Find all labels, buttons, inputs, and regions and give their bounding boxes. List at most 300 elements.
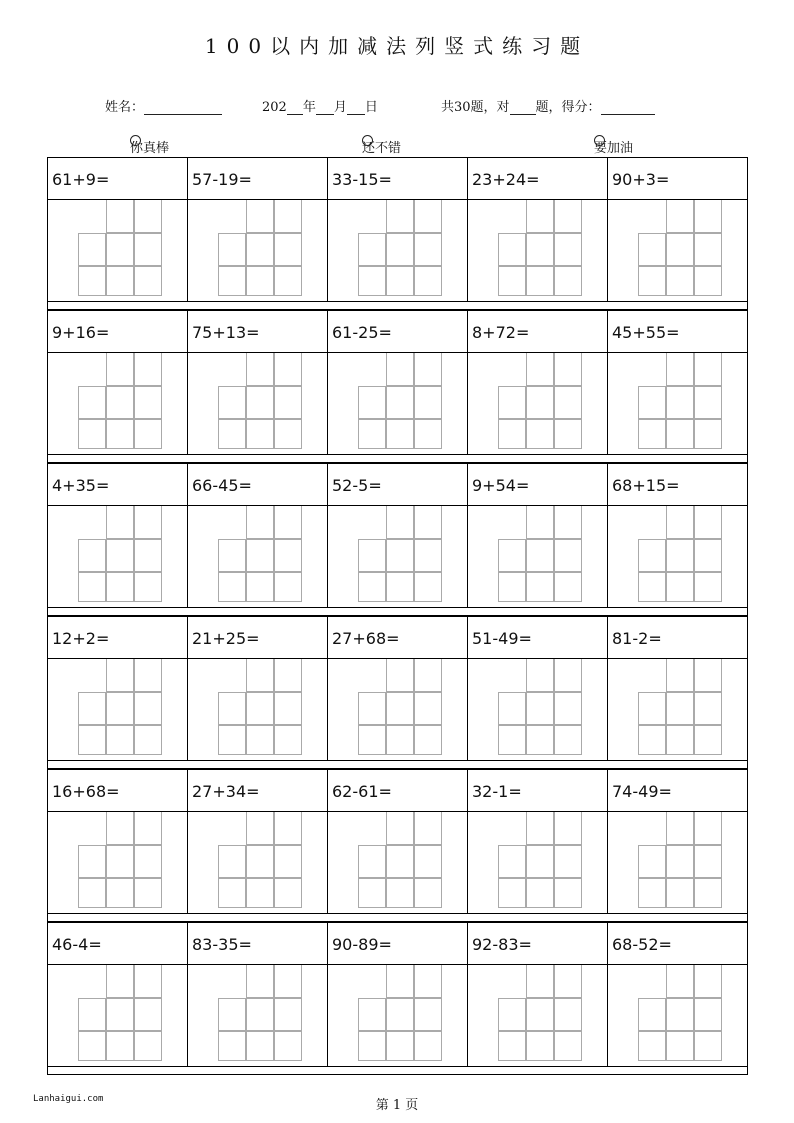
digit-box[interactable] [358, 266, 386, 296]
digit-box[interactable] [554, 878, 582, 908]
problem-text: 75+13= [188, 311, 327, 353]
digit-box[interactable] [106, 572, 134, 602]
digit-box[interactable] [274, 539, 302, 572]
digit-box[interactable] [358, 998, 386, 1031]
digit-box[interactable] [526, 965, 554, 998]
digit-box[interactable] [666, 1031, 694, 1061]
digit-box[interactable] [414, 1031, 442, 1061]
digit-box[interactable] [78, 386, 106, 419]
digit-box[interactable] [694, 692, 722, 725]
border-line [747, 761, 748, 769]
digit-box[interactable] [638, 386, 666, 419]
digit-box[interactable] [414, 386, 442, 419]
digit-box[interactable] [134, 845, 162, 878]
digit-box[interactable] [414, 539, 442, 572]
problem-text: 4+35= [48, 464, 187, 506]
digit-box[interactable] [638, 539, 666, 572]
digit-box[interactable] [246, 659, 274, 692]
digit-box[interactable] [386, 725, 414, 755]
digit-box[interactable] [554, 965, 582, 998]
digit-box[interactable] [666, 692, 694, 725]
digit-box[interactable] [106, 353, 134, 386]
problem-cell [328, 770, 468, 914]
digit-box[interactable] [218, 845, 246, 878]
digit-box[interactable] [134, 266, 162, 296]
digit-box[interactable] [246, 506, 274, 539]
digit-box[interactable] [386, 419, 414, 449]
digit-box[interactable] [106, 965, 134, 998]
digit-box[interactable] [666, 506, 694, 539]
digit-box[interactable] [78, 266, 106, 296]
answer-area[interactable] [48, 506, 187, 608]
answer-area[interactable] [608, 200, 748, 302]
digit-box[interactable] [638, 998, 666, 1031]
digit-box[interactable] [666, 386, 694, 419]
digit-box[interactable] [134, 965, 162, 998]
circle-icon [130, 135, 141, 146]
digit-box[interactable] [414, 233, 442, 266]
answer-area[interactable] [468, 965, 607, 1067]
answer-area[interactable] [468, 659, 607, 761]
digit-box[interactable] [386, 266, 414, 296]
digit-box[interactable] [106, 506, 134, 539]
digit-box[interactable] [554, 419, 582, 449]
digit-box[interactable] [134, 572, 162, 602]
digit-box[interactable] [554, 506, 582, 539]
digit-box[interactable] [498, 266, 526, 296]
digit-box[interactable] [386, 1031, 414, 1061]
answer-area[interactable] [608, 506, 748, 608]
answer-area[interactable] [608, 965, 748, 1067]
digit-box[interactable] [638, 845, 666, 878]
digit-box[interactable] [554, 998, 582, 1031]
digit-box[interactable] [274, 845, 302, 878]
answer-area[interactable] [188, 353, 327, 455]
digit-box[interactable] [498, 1031, 526, 1061]
answer-area[interactable] [188, 659, 327, 761]
digit-box[interactable] [498, 998, 526, 1031]
digit-box[interactable] [78, 539, 106, 572]
digit-box[interactable] [526, 233, 554, 266]
digit-box[interactable] [274, 386, 302, 419]
digit-box[interactable] [134, 419, 162, 449]
digit-box[interactable] [106, 812, 134, 845]
digit-box[interactable] [134, 692, 162, 725]
digit-box[interactable] [666, 845, 694, 878]
digit-box[interactable] [106, 659, 134, 692]
answer-area[interactable] [48, 812, 187, 914]
digit-box[interactable] [358, 692, 386, 725]
digit-box[interactable] [78, 878, 106, 908]
digit-box[interactable] [414, 506, 442, 539]
digit-box[interactable] [246, 266, 274, 296]
problem-text: 45+55= [608, 311, 748, 353]
digit-box[interactable] [218, 572, 246, 602]
digit-box[interactable] [134, 1031, 162, 1061]
digit-box[interactable] [414, 572, 442, 602]
digit-box[interactable] [526, 692, 554, 725]
digit-box[interactable] [526, 812, 554, 845]
digit-box[interactable] [106, 725, 134, 755]
digit-box[interactable] [694, 845, 722, 878]
digit-box[interactable] [106, 419, 134, 449]
digit-box[interactable] [246, 200, 274, 233]
digit-box[interactable] [274, 878, 302, 908]
digit-box[interactable] [218, 266, 246, 296]
circle-icon [362, 135, 373, 146]
digit-box[interactable] [218, 233, 246, 266]
answer-area[interactable] [468, 506, 607, 608]
digit-box[interactable] [134, 233, 162, 266]
digit-box[interactable] [694, 233, 722, 266]
digit-box[interactable] [414, 965, 442, 998]
digit-box[interactable] [526, 266, 554, 296]
digit-box[interactable] [414, 659, 442, 692]
answer-area[interactable] [328, 506, 467, 608]
digit-box[interactable] [554, 845, 582, 878]
digit-box[interactable] [386, 878, 414, 908]
digit-box[interactable] [526, 539, 554, 572]
digit-box[interactable] [134, 506, 162, 539]
digit-box[interactable] [498, 725, 526, 755]
digit-box[interactable] [358, 1031, 386, 1061]
digit-box[interactable] [526, 998, 554, 1031]
digit-box[interactable] [246, 692, 274, 725]
digit-box[interactable] [666, 572, 694, 602]
digit-box[interactable] [106, 1031, 134, 1061]
digit-box[interactable] [106, 233, 134, 266]
digit-box[interactable] [78, 692, 106, 725]
digit-box[interactable] [386, 692, 414, 725]
digit-box[interactable] [498, 572, 526, 602]
digit-box[interactable] [218, 539, 246, 572]
digit-box[interactable] [106, 998, 134, 1031]
digit-box[interactable] [246, 725, 274, 755]
problem-text: 57-19= [188, 158, 327, 200]
digit-box[interactable] [414, 845, 442, 878]
digit-box[interactable] [106, 878, 134, 908]
digit-box[interactable] [386, 659, 414, 692]
answer-area[interactable] [48, 965, 187, 1067]
digit-box[interactable] [218, 386, 246, 419]
digit-box[interactable] [526, 200, 554, 233]
digit-box[interactable] [134, 539, 162, 572]
rating-option[interactable] [130, 137, 169, 156]
digit-box[interactable] [358, 539, 386, 572]
digit-box[interactable] [666, 539, 694, 572]
digit-box[interactable] [274, 725, 302, 755]
digit-box[interactable] [554, 659, 582, 692]
digit-box[interactable] [78, 572, 106, 602]
digit-box[interactable] [246, 1031, 274, 1061]
digit-box[interactable] [666, 812, 694, 845]
digit-box[interactable] [526, 725, 554, 755]
digit-box[interactable] [638, 725, 666, 755]
digit-box[interactable] [274, 692, 302, 725]
row-divider [47, 607, 748, 608]
digit-box[interactable] [666, 266, 694, 296]
digit-box[interactable] [666, 233, 694, 266]
answer-area[interactable] [608, 353, 748, 455]
answer-area[interactable] [188, 965, 327, 1067]
digit-box[interactable] [246, 539, 274, 572]
digit-box[interactable] [666, 725, 694, 755]
digit-box[interactable] [386, 353, 414, 386]
digit-box[interactable] [134, 659, 162, 692]
digit-box[interactable] [274, 659, 302, 692]
digit-box[interactable] [246, 965, 274, 998]
digit-box[interactable] [694, 725, 722, 755]
digit-box[interactable] [274, 353, 302, 386]
digit-box[interactable] [694, 539, 722, 572]
digit-box[interactable] [638, 878, 666, 908]
answer-area[interactable] [328, 200, 467, 302]
problem-cell [48, 770, 188, 914]
digit-box[interactable] [694, 386, 722, 419]
digit-box[interactable] [106, 692, 134, 725]
digit-box[interactable] [358, 878, 386, 908]
digit-box[interactable] [358, 386, 386, 419]
digit-box[interactable] [386, 506, 414, 539]
answer-area[interactable] [48, 353, 187, 455]
digit-box[interactable] [134, 878, 162, 908]
digit-box[interactable] [666, 998, 694, 1031]
digit-box[interactable] [386, 386, 414, 419]
digit-box[interactable] [218, 419, 246, 449]
digit-box[interactable] [246, 419, 274, 449]
answer-area[interactable] [188, 812, 327, 914]
digit-box[interactable] [386, 965, 414, 998]
digit-box[interactable] [694, 965, 722, 998]
digit-box[interactable] [414, 353, 442, 386]
digit-box[interactable] [78, 419, 106, 449]
digit-box[interactable] [358, 572, 386, 602]
digit-box[interactable] [498, 233, 526, 266]
digit-box[interactable] [414, 878, 442, 908]
answer-area[interactable] [48, 200, 187, 302]
digit-box[interactable] [414, 200, 442, 233]
digit-box[interactable] [358, 419, 386, 449]
digit-box[interactable] [554, 386, 582, 419]
name-field[interactable] [105, 96, 222, 115]
digit-box[interactable] [134, 812, 162, 845]
digit-box[interactable] [218, 878, 246, 908]
answer-area[interactable] [188, 506, 327, 608]
digit-box[interactable] [134, 353, 162, 386]
digit-box[interactable] [526, 845, 554, 878]
digit-box[interactable] [78, 725, 106, 755]
digit-box[interactable] [78, 998, 106, 1031]
digit-box[interactable] [358, 845, 386, 878]
digit-box[interactable] [554, 266, 582, 296]
digit-box[interactable] [274, 1031, 302, 1061]
digit-box[interactable] [386, 572, 414, 602]
digit-box[interactable] [526, 878, 554, 908]
digit-box[interactable] [274, 998, 302, 1031]
digit-box[interactable] [526, 386, 554, 419]
digit-box[interactable] [498, 878, 526, 908]
digit-box[interactable] [526, 572, 554, 602]
digit-box[interactable] [554, 812, 582, 845]
digit-box[interactable] [666, 353, 694, 386]
digit-box[interactable] [554, 725, 582, 755]
digit-box[interactable] [694, 419, 722, 449]
score-field[interactable] [441, 96, 655, 115]
answer-area[interactable] [468, 353, 607, 455]
digit-box[interactable] [638, 1031, 666, 1061]
answer-area[interactable] [328, 965, 467, 1067]
digit-box[interactable] [694, 266, 722, 296]
digit-box[interactable] [694, 998, 722, 1031]
digit-box[interactable] [526, 419, 554, 449]
digit-box[interactable] [106, 845, 134, 878]
digit-box[interactable] [694, 353, 722, 386]
digit-box[interactable] [638, 266, 666, 296]
digit-box[interactable] [218, 725, 246, 755]
digit-box[interactable] [666, 419, 694, 449]
digit-box[interactable] [274, 965, 302, 998]
problem-cell [48, 311, 188, 455]
answer-area[interactable] [468, 200, 607, 302]
digit-box[interactable] [638, 419, 666, 449]
answer-area[interactable] [608, 659, 748, 761]
digit-box[interactable] [274, 506, 302, 539]
digit-box[interactable] [666, 965, 694, 998]
digit-box[interactable] [106, 386, 134, 419]
rating-option[interactable] [594, 137, 633, 156]
digit-box[interactable] [526, 1031, 554, 1061]
digit-box[interactable] [694, 878, 722, 908]
digit-box[interactable] [526, 353, 554, 386]
digit-box[interactable] [526, 659, 554, 692]
digit-box[interactable] [498, 419, 526, 449]
digit-box[interactable] [554, 233, 582, 266]
digit-box[interactable] [246, 572, 274, 602]
answer-area[interactable] [328, 659, 467, 761]
digit-box[interactable] [554, 572, 582, 602]
digit-box[interactable] [554, 200, 582, 233]
digit-box[interactable] [694, 812, 722, 845]
digit-box[interactable] [414, 998, 442, 1031]
digit-box[interactable] [106, 200, 134, 233]
digit-box[interactable] [386, 539, 414, 572]
problem-text: 90-89= [328, 923, 467, 965]
digit-box[interactable] [78, 1031, 106, 1061]
digit-box[interactable] [666, 878, 694, 908]
digit-box[interactable] [134, 725, 162, 755]
answer-area[interactable] [188, 200, 327, 302]
digit-box[interactable] [666, 659, 694, 692]
digit-box[interactable] [134, 998, 162, 1031]
digit-box[interactable] [554, 539, 582, 572]
digit-box[interactable] [414, 266, 442, 296]
answer-area[interactable] [48, 659, 187, 761]
digit-box[interactable] [694, 200, 722, 233]
digit-box[interactable] [246, 353, 274, 386]
digit-box[interactable] [274, 266, 302, 296]
digit-box[interactable] [246, 998, 274, 1031]
digit-box[interactable] [106, 539, 134, 572]
answer-area[interactable] [328, 353, 467, 455]
rating-label: 还不错 [362, 141, 402, 156]
digit-box[interactable] [274, 233, 302, 266]
digit-box[interactable] [274, 200, 302, 233]
problem-text: 32-1= [468, 770, 607, 812]
digit-box[interactable] [554, 1031, 582, 1061]
problem-cell [608, 158, 748, 302]
digit-box[interactable] [274, 572, 302, 602]
digit-box[interactable] [78, 845, 106, 878]
digit-box[interactable] [694, 572, 722, 602]
digit-box[interactable] [218, 692, 246, 725]
digit-box[interactable] [246, 845, 274, 878]
problem-text: 9+16= [48, 311, 187, 353]
digit-box[interactable] [78, 233, 106, 266]
digit-box[interactable] [386, 998, 414, 1031]
digit-box[interactable] [386, 233, 414, 266]
digit-box[interactable] [554, 692, 582, 725]
digit-box[interactable] [638, 692, 666, 725]
digit-box[interactable] [638, 233, 666, 266]
digit-box[interactable] [358, 233, 386, 266]
digit-box[interactable] [414, 419, 442, 449]
problem-row [47, 157, 748, 310]
digit-box[interactable] [106, 266, 134, 296]
digit-box[interactable] [246, 386, 274, 419]
problem-cell [468, 464, 608, 608]
digit-box[interactable] [694, 1031, 722, 1061]
border-line [47, 1067, 48, 1075]
digit-box[interactable] [666, 200, 694, 233]
answer-area[interactable] [468, 812, 607, 914]
date-field[interactable] [262, 96, 378, 115]
answer-area[interactable] [608, 812, 748, 914]
digit-box[interactable] [498, 692, 526, 725]
digit-box[interactable] [414, 812, 442, 845]
digit-box[interactable] [386, 200, 414, 233]
problem-text: 52-5= [328, 464, 467, 506]
digit-box[interactable] [498, 539, 526, 572]
digit-box[interactable] [246, 878, 274, 908]
digit-box[interactable] [414, 692, 442, 725]
digit-box[interactable] [694, 506, 722, 539]
digit-box[interactable] [134, 386, 162, 419]
problem-cell [188, 158, 328, 302]
digit-box[interactable] [638, 572, 666, 602]
digit-box[interactable] [218, 1031, 246, 1061]
digit-box[interactable] [246, 233, 274, 266]
digit-box[interactable] [694, 659, 722, 692]
digit-box[interactable] [218, 998, 246, 1031]
digit-box[interactable] [386, 845, 414, 878]
digit-box[interactable] [274, 419, 302, 449]
digit-box[interactable] [358, 725, 386, 755]
digit-box[interactable] [554, 353, 582, 386]
digit-box[interactable] [274, 812, 302, 845]
rating-option[interactable] [362, 137, 401, 156]
digit-box[interactable] [498, 386, 526, 419]
answer-area[interactable] [328, 812, 467, 914]
digit-box[interactable] [526, 506, 554, 539]
digit-box[interactable] [246, 812, 274, 845]
year-prefix: 202 [262, 100, 287, 115]
digit-box[interactable] [134, 200, 162, 233]
digit-box[interactable] [386, 812, 414, 845]
problem-row [47, 616, 748, 769]
row-divider [47, 301, 748, 302]
digit-box[interactable] [498, 845, 526, 878]
digit-box[interactable] [414, 725, 442, 755]
